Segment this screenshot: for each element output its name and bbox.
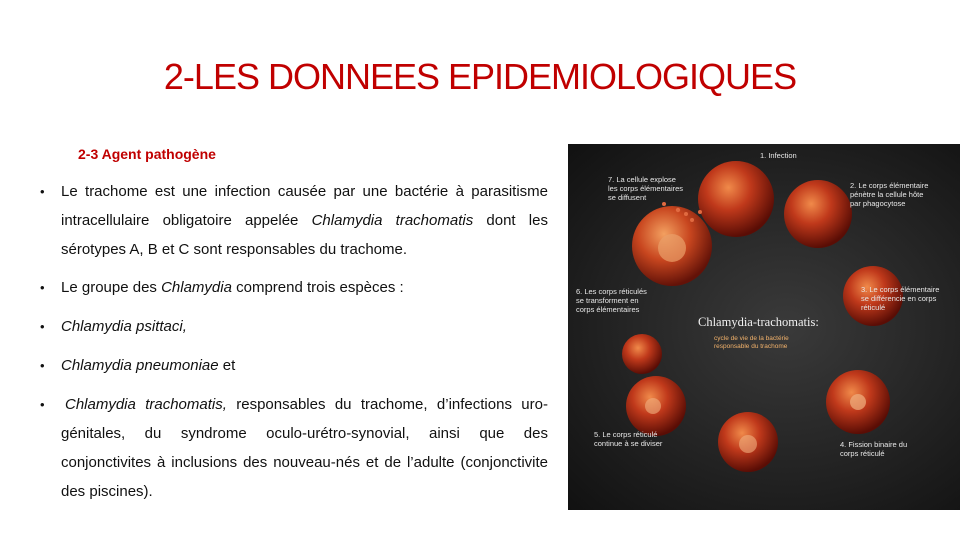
- step-7-label-line2: les corps élémentaires: [608, 184, 684, 193]
- cell-1: [698, 161, 774, 237]
- figure-center-subtitle-line1: cycle de vie de la bactérie: [714, 335, 789, 342]
- bullet-trachome-definition: • Le trachome est une infection causée par une bactérie à parasitisme intracellulaire obligatoire appelée Chlamydia trachomatis dont les sérotypes A, B et C sont responsables du trachome.: [40, 177, 548, 264]
- elementary-body: [698, 210, 702, 214]
- chlamydia-life-cycle-figure: [568, 144, 960, 510]
- step-3-label-line1: 3. Le corps élémentaire: [861, 285, 940, 294]
- elementary-body: [662, 202, 666, 206]
- cell-2: [784, 180, 852, 248]
- step-3-label-line2: se différencie en corps: [861, 294, 937, 303]
- bullet-chlamydia-group: • Le groupe des Chlamydia comprend trois espèces :: [40, 273, 548, 302]
- step-7-label-line3: se diffusent: [608, 193, 647, 202]
- step-5-label-line1: 5. Le corps réticulé: [594, 430, 658, 439]
- inclusion-5: [739, 435, 757, 453]
- figure-center-subtitle-line2: responsable du trachome: [714, 343, 788, 350]
- inclusion-7: [658, 234, 686, 262]
- inclusion-6: [645, 398, 661, 414]
- step-2-label-line2: pénètre la cellule hôte: [850, 190, 924, 199]
- step-2-label-line3: par phagocytose: [850, 199, 906, 208]
- bullet-psittaci: • Chlamydia psittaci,: [40, 312, 548, 341]
- bullet-list: [40, 177, 548, 506]
- cell-6b: [622, 334, 662, 374]
- slide-title: 2-LES DONNEES EPIDEMIOLOGIQUES: [163, 56, 797, 97]
- step-7-label-line1: 7. La cellule explose: [608, 175, 676, 184]
- life-cycle-diagram: [568, 144, 960, 510]
- figure-center-title: Chlamydia-trachomatis:: [698, 315, 819, 329]
- step-6-label-line2: se transforment en: [576, 296, 639, 305]
- step-3-label-line3: réticulé: [861, 303, 886, 312]
- step-4-label-line2: corps réticulé: [840, 449, 885, 458]
- step-4-label-line1: 4. Fission binaire du: [840, 440, 908, 449]
- section-subtitle: 2-3 Agent pathogène: [78, 146, 216, 162]
- elementary-body: [676, 208, 680, 212]
- elementary-body: [684, 212, 688, 216]
- step-5-label-line2: continue à se diviser: [594, 439, 663, 448]
- step-2-label-line1: 2. Le corps élémentaire: [850, 181, 929, 190]
- bullet-pneumoniae: • Chlamydia pneumoniae et: [40, 351, 548, 380]
- step-1-label: 1. Infection: [760, 151, 797, 160]
- bullet-trachomatis: • Chlamydia trachomatis, responsables du trachome, d’infections uro-génitales, du syndrome oculo-urétro-synovial, ainsi que des conjonctivites à inclusions des nouveau-nés et de l’adulte (conjonctivite des piscines).: [40, 390, 548, 506]
- step-6-label-line1: 6. Les corps réticulés: [576, 287, 647, 296]
- step-6-label-line3: corps élémentaires: [576, 305, 640, 314]
- inclusion-4: [850, 394, 866, 410]
- elementary-body: [690, 218, 694, 222]
